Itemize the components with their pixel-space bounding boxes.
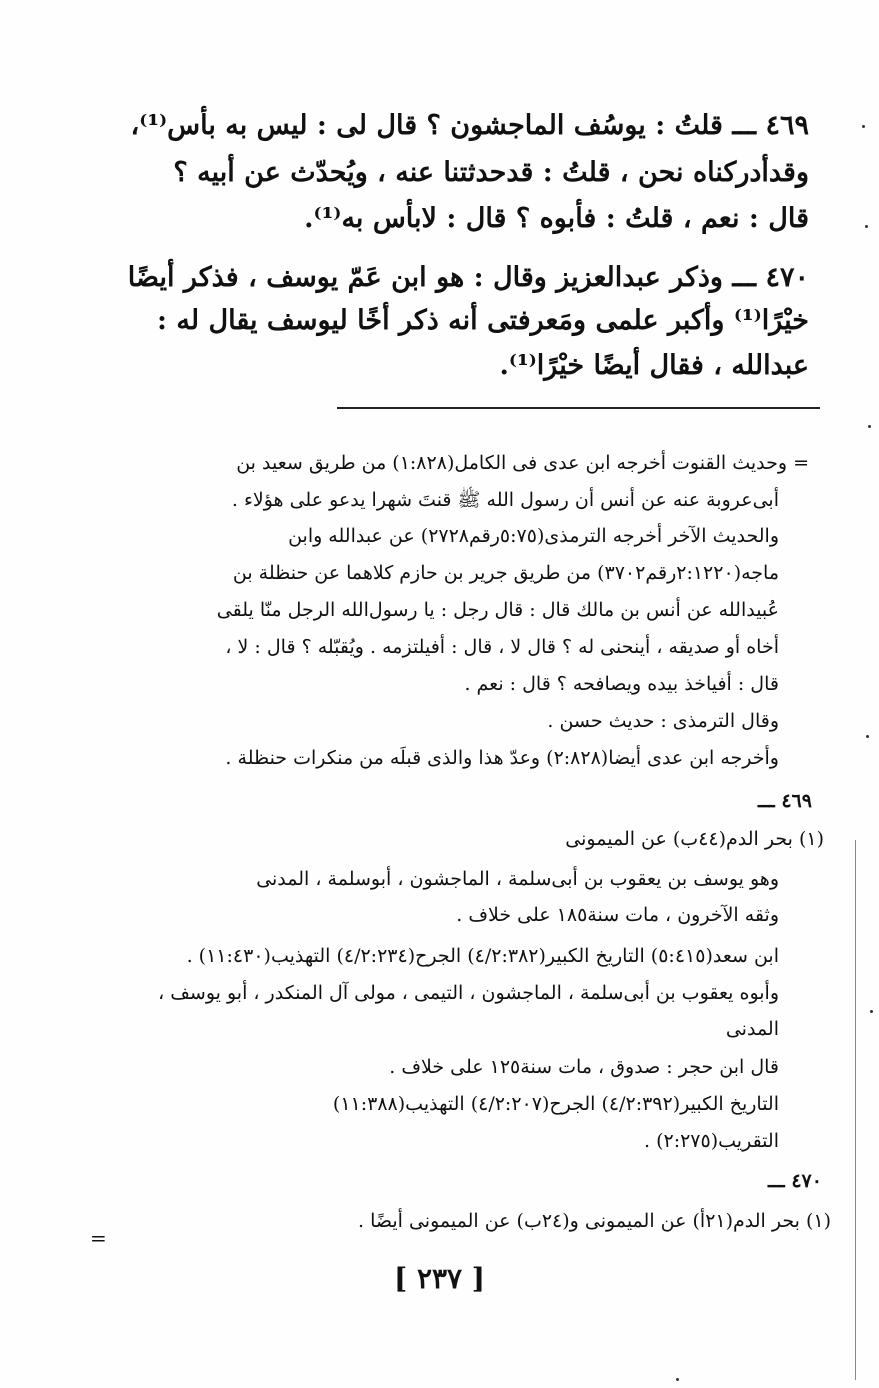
footnote-section-470: ٤٧٠ ـــ [768, 1170, 822, 1192]
entry-469-line-2: وقدأدركناه نحن ، قلتُ : قدحدثتنا عنه ، ويُحدّث عن أبيه ؟ [173, 157, 809, 188]
entry-470-number: ٤٧٠ ـــ [732, 262, 809, 293]
footnote-prev-line: عُبيدالله عن أنس بن مالك قال : قال رجل : يا رسول‌الله الرجل منّا يلقى [216, 599, 779, 621]
scan-speck [870, 1010, 873, 1013]
footnote-prev-line: أخاه أو صديقه ، أينحنى له ؟ قال لا ، قال : أفيلتزمه . ويُقبّله ؟ قال : لا ، [225, 636, 779, 658]
footnote-prev-line: وأخرجه ابن عدى أيضا(٢:٨٢٨) وعدّ هذا والذى قبلَه من منكرات حنظلة . [225, 747, 779, 769]
entry-470-line-2: خيْرًا⁽¹⁾ وأكبر علمى ومَعرفتى أنه ذكر أخًا ليوسف يقال له : [157, 305, 809, 336]
footnote-470-line: (١) بحر الدم(٢١أ) عن الميمونى و(٢٤ب) عن الميمونى أيضًا . [358, 1210, 831, 1232]
scan-speck [868, 425, 871, 428]
footnote-469-line: المدنى [725, 1018, 779, 1040]
entry-470-line-3: عبدالله ، فقال أيضًا خيْرًا⁽¹⁾. [499, 350, 809, 381]
footnote-prev-line: أبى‌عروبة عنه عن أنس أن رسول الله ﷺ قنتَ شهرا يدعو على هؤلاء . [231, 489, 779, 511]
footnote-469-line: التقريب(٢:٢٧٥) . [644, 1130, 779, 1152]
footnote-section-469: ٤٦٩ ـــ [758, 790, 812, 812]
footnote-469-line: وثقه الآخرون ، مات سنة١٨٥ على خلاف . [456, 904, 779, 926]
entry-469-line-1 [119, 110, 809, 141]
footnote-469-line: قال ابن حجر : صدوق ، مات سنة١٢٥ على خلاف . [389, 1056, 779, 1078]
footnote-prev-line: ماجه(٢:١٢٢٠رقم٣٧٠٢) من طريق جرير بن حازم كلاهما عن حنظلة بن [232, 562, 779, 584]
footnote-469-line: التاريخ الكبير(٤/٢:٣٩٢) الجرح(٤/٢:٢٠٧) التهذيب(١١:٣٨٨) [332, 1093, 779, 1115]
footnote-469-line: (١) بحر الدم(٤٤ب) عن الميمونى [565, 828, 824, 850]
footnote-prev-line: قال : أفياخذ بيده ويصافحه ؟ قال : نعم . [464, 673, 779, 695]
footnote-469-line: ابن سعد(٥:٤١٥) التاريخ الكبير(٤/٢:٣٨٢) الجرح(٤/٢:٢٣٤) التهذيب(١١:٤٣٠) . [186, 945, 779, 967]
entry-469-number: ٤٦٩ ـــ [732, 110, 809, 141]
entry-469-text-1: قلتُ : يوسُف الماجشون ؟ قال لى : ليس به بأس⁽¹⁾، [130, 110, 723, 141]
scan-speck [676, 1378, 679, 1381]
entry-470-text-1: وذكر عبدالعزيز وقال : هو ابن عَمّ يوسف ، فذكر أيضًا [127, 262, 723, 293]
footnote-prev-line: وقال الترمذى : حديث حسن . [547, 710, 779, 732]
footnote-469-line: وأبوه يعقوب بن أبى‌سلمة ، الماجشون ، التيمى ، مولى آل المنكدر ، أبو يوسف ، [158, 982, 779, 1004]
scan-speck [865, 225, 868, 228]
footnote-prev-line: والحديث الآخر أخرجه الترمذى(٥:٧٥رقم٢٧٢٨) عن عبدالله وابن [288, 525, 779, 547]
footnote-prev-line: = وحديث القنوت أخرجه ابن عدى فى الكامل(١:٨٢٨) من طريق سعيد بن [236, 452, 809, 474]
footnote-separator [337, 407, 820, 409]
entry-470-line-1 [119, 262, 809, 293]
scan-speck [866, 735, 869, 738]
entry-469-line-3: قال : نعم ، قلتُ : فأبوه ؟ قال : لابأس به⁽¹⁾. [304, 203, 809, 234]
continuation-mark: = [90, 1226, 107, 1250]
scan-speck [862, 125, 865, 128]
page-edge-line [855, 840, 856, 1380]
footnote-469-line: وهو يوسف بن يعقوب بن أبى‌سلمة ، الماجشون ، أبوسلمة ، المدنى [256, 868, 779, 890]
page-number: [ ٢٣٧ ] [393, 1262, 486, 1295]
